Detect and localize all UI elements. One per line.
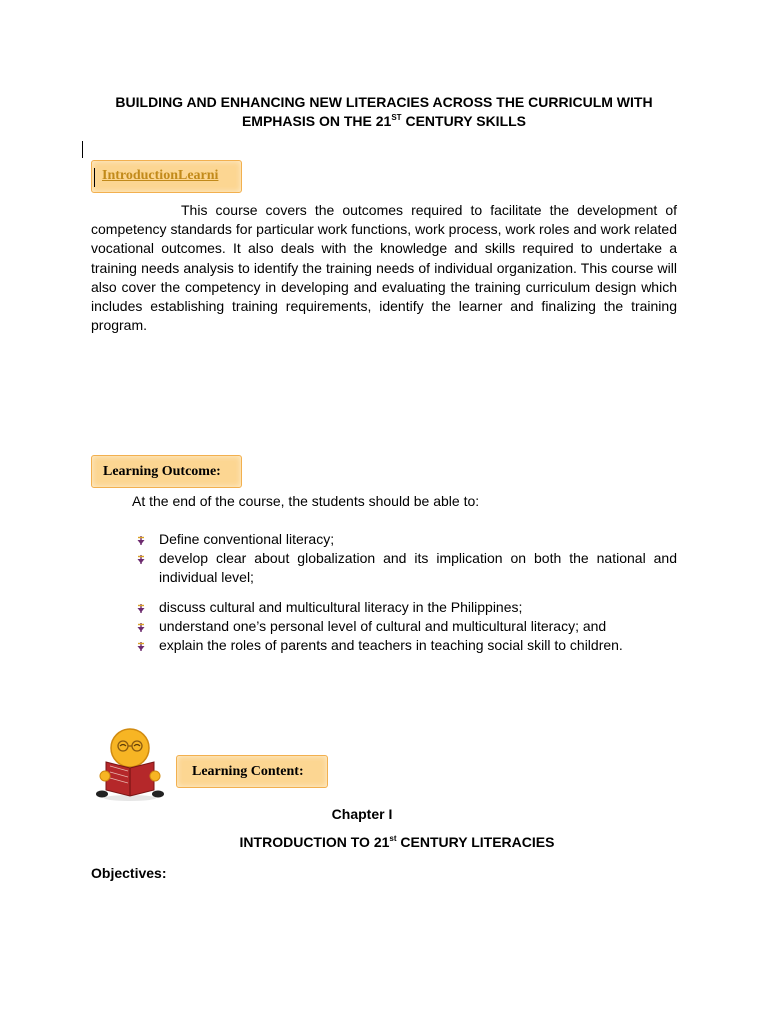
objectives-heading: Objectives: <box>91 865 167 881</box>
text-cursor <box>82 141 83 158</box>
title-line-1: BUILDING AND ENHANCING NEW LITERACIES ACROSS THE CURRICULM WITH <box>115 94 653 110</box>
list-item <box>159 549 677 587</box>
arrow-bullet-icon <box>135 553 147 565</box>
chapter-title-superscript: st <box>389 834 397 843</box>
reading-smiley-icon <box>93 726 167 802</box>
learning-outcome-tag <box>91 455 242 488</box>
introduction-tag-label[interactable]: IntroductionLearni <box>102 168 219 183</box>
learning-outcome-lead: At the end of the course, the students should be able to: <box>132 493 480 509</box>
list-item-text: develop clear about globalization and its implication on both the national and individual level; <box>159 550 677 585</box>
list-item-text: discuss cultural and multicultural literacy in the Philippines; <box>159 599 523 615</box>
text-cursor <box>94 168 95 187</box>
list-item-text: understand one’s personal level of cultural and multicultural literacy; and <box>159 618 607 634</box>
introduction-tag[interactable] <box>91 160 242 193</box>
learning-outcome-tag-label: Learning Outcome: <box>103 464 221 479</box>
arrow-bullet-icon <box>135 640 147 652</box>
arrow-bullet-icon <box>135 621 147 633</box>
introduction-paragraph: This course covers the outcomes required to facilitate the development of competency standards for particular work functions, work process, work roles and work related vocational outcomes. It also deals with the knowledge and skills required to undertake a training needs analysis to identify the training needs of individual organization. This course will also cover the competency in developing and evaluating the training curriculum design which includes establishing training requirements, identify the learner and finalizing the training program. <box>91 202 677 334</box>
title-line-2 <box>86 112 682 131</box>
document-title <box>86 93 682 131</box>
chapter-title <box>0 834 768 850</box>
learning-content-tag <box>176 755 328 788</box>
list-item-text: explain the roles of parents and teachers in teaching social skill to children. <box>159 637 623 653</box>
title-superscript: ST <box>391 113 402 122</box>
learning-content-tag-label: Learning Content: <box>192 764 304 779</box>
list-item <box>159 530 677 549</box>
arrow-bullet-icon <box>135 534 147 546</box>
title-line-2-text: EMPHASIS ON THE 21 <box>241 113 392 129</box>
learning-outcome-list <box>159 530 677 655</box>
chapter-heading: Chapter I <box>331 806 393 822</box>
list-item <box>159 598 677 617</box>
title-line-2-suffix: CENTURY SKILLS <box>401 113 527 129</box>
list-item <box>159 617 677 636</box>
chapter-title-suffix: CENTURY LITERACIES <box>396 834 555 850</box>
list-item-text: Define conventional literacy; <box>159 531 335 547</box>
chapter-title-text: INTRODUCTION TO 21 <box>239 834 390 850</box>
list-item <box>159 636 677 655</box>
arrow-bullet-icon <box>135 602 147 614</box>
